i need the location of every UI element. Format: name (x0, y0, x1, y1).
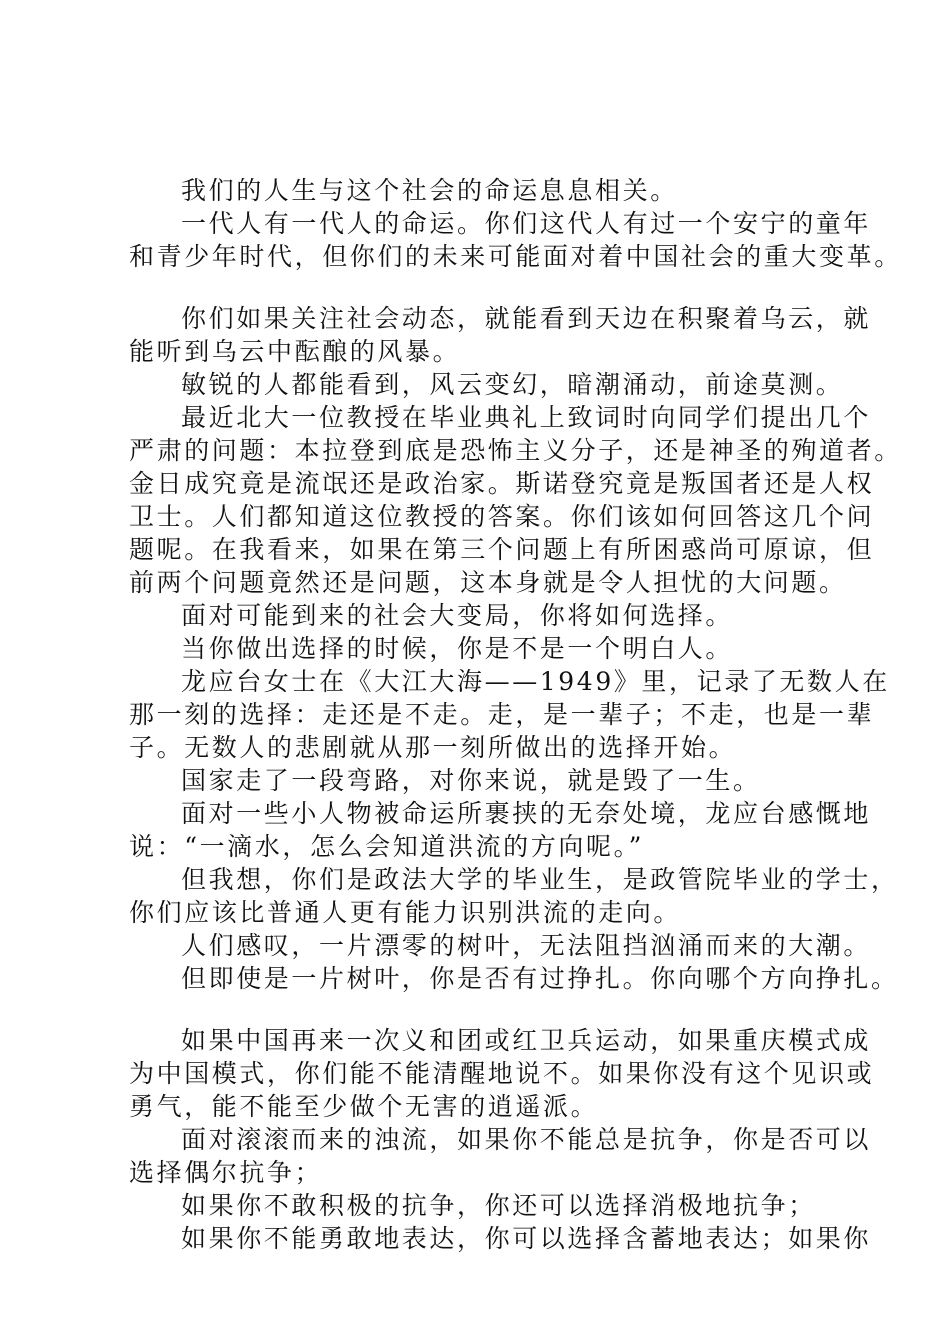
paragraph-line: 最近北大一位教授在毕业典礼上致词时向同学们提出几个 (181, 403, 872, 432)
paragraph-line: 子。无数人的悲剧就从那一刻所做出的选择开始。 (129, 733, 737, 762)
paragraph-line: 为中国模式，你们能不能清醒地说不。如果你没有这个见识或 (129, 1059, 875, 1088)
paragraph-line: 面对可能到来的社会大变局，你将如何选择。 (181, 601, 734, 630)
paragraph-line: 一代人有一代人的命运。你们这代人有过一个安宁的童年 (181, 209, 872, 238)
paragraph-line: 面对一些小人物被命运所裹挟的无奈处境，龙应台感慨地 (181, 799, 872, 828)
paragraph-line: 和青少年时代，但你们的未来可能面对着中国社会的重大变革。 (129, 242, 902, 271)
paragraph-line: 说：“一滴水，怎么会知道洪流的方向呢。” (129, 832, 645, 861)
paragraph-line: 如果你不能勇敢地表达，你可以选择含蓄地表达；如果你 (181, 1224, 872, 1253)
paragraph-line: 题呢。在我看来，如果在第三个问题上有所困惑尚可原谅，但 (129, 535, 875, 564)
paragraph-line: 如果中国再来一次义和团或红卫兵运动，如果重庆模式成 (181, 1026, 872, 1055)
paragraph-line: 龙应台女士在《大江大海——1949》里，记录了无数人在 (181, 667, 890, 696)
paragraph-line: 人们感叹，一片漂零的树叶，无法阻挡汹涌而来的大潮。 (181, 931, 872, 960)
document-body (129, 174, 902, 1255)
paragraph-line: 我们的人生与这个社会的命运息息相关。 (181, 176, 678, 205)
paragraph-gap (129, 273, 851, 302)
paragraph-line: 如果你不敢积极的抗争，你还可以选择消极地抗争； (181, 1191, 816, 1220)
paragraph-gap (129, 995, 851, 1024)
paragraph-line: 当你做出选择的时候，你是不是一个明白人。 (181, 634, 734, 663)
paragraph-line: 你们如果关注社会动态，就能看到天边在积聚着乌云，就 (181, 304, 872, 333)
paragraph-line: 严肃的问题：本拉登到底是恐怖主义分子，还是神圣的殉道者。 (129, 436, 902, 465)
paragraph-line: 面对滚滚而来的浊流，如果你不能总是抗争，你是否可以 (181, 1125, 872, 1154)
paragraph-line: 敏锐的人都能看到，风云变幻，暗潮涌动，前途莫测。 (181, 370, 844, 399)
paragraph-line: 前两个问题竟然还是问题，这本身就是令人担忧的大问题。 (129, 568, 847, 597)
paragraph-line: 金日成究竟是流氓还是政治家。斯诺登究竟是叛国者还是人权 (129, 469, 875, 498)
paragraph-line: 那一刻的选择：走还是不走。走，是一辈子；不走，也是一辈 (129, 700, 875, 729)
paragraph-line: 但即使是一片树叶，你是否有过挣扎。你向哪个方向挣扎。 (181, 964, 899, 993)
paragraph-line: 选择偶尔抗争； (129, 1158, 323, 1187)
paragraph-line: 能听到乌云中酝酿的风暴。 (129, 337, 461, 366)
paragraph-line: 你们应该比普通人更有能力识别洪流的走向。 (129, 898, 682, 927)
paragraph-line: 勇气，能不能至少做个无害的逍遥派。 (129, 1092, 599, 1121)
paragraph-line: 卫士。人们都知道这位教授的答案。你们该如何回答这几个问 (129, 502, 875, 531)
paragraph-line: 但我想，你们是政法大学的毕业生，是政管院毕业的学士， (181, 865, 899, 894)
paragraph-line: 国家走了一段弯路，对你来说，就是毁了一生。 (181, 766, 761, 795)
